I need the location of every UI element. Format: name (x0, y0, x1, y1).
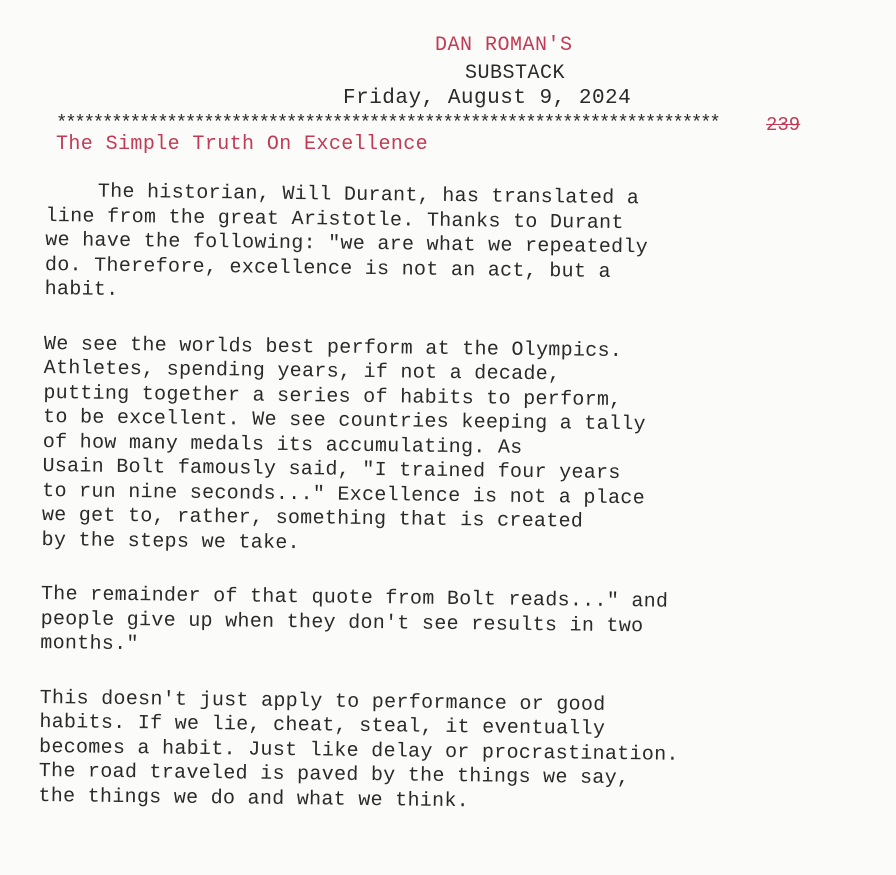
publication-name: SUBSTACK (465, 62, 566, 85)
page-number: 239 (766, 114, 801, 136)
article-title: The Simple Truth On Excellence (56, 133, 429, 156)
publication-date: Friday, August 9, 2024 (343, 87, 632, 110)
paragraph-1: The historian, Will Durant, has translated a line from the great Aristotle. Thanks to Durant we have the following: "we are what we repeatedly do. Therefore, excellence is not an act, but a habit. (44, 180, 649, 302)
article-body (38, 180, 846, 849)
author-name: DAN ROMAN'S (435, 34, 573, 57)
paragraph-4: This doesn't just apply to performance or good habits. If we lie, cheat, steal, it eventually becomes a habit. Just like delay or procrastination. The road traveled is paved by the things we say, the things we do and what we think. (38, 686, 679, 813)
paragraph-2: We see the worlds best perform at the Olympics. Athletes, spending years, if not a decade, putting together a series of habits to perform, to be excellent. We see countries keeping a tally of how many medals its accumulating. As Usain Bolt famously said, "I trained four years to run nine seconds..." Excellence is not a place we get to, rather, something that is created by the steps we take. (41, 332, 646, 555)
asterisk-divider: ************************************************************************ (56, 112, 719, 134)
paragraph-3: The remainder of that quote from Bolt reads..." and people give up when they don't see results in two months." (40, 582, 669, 657)
